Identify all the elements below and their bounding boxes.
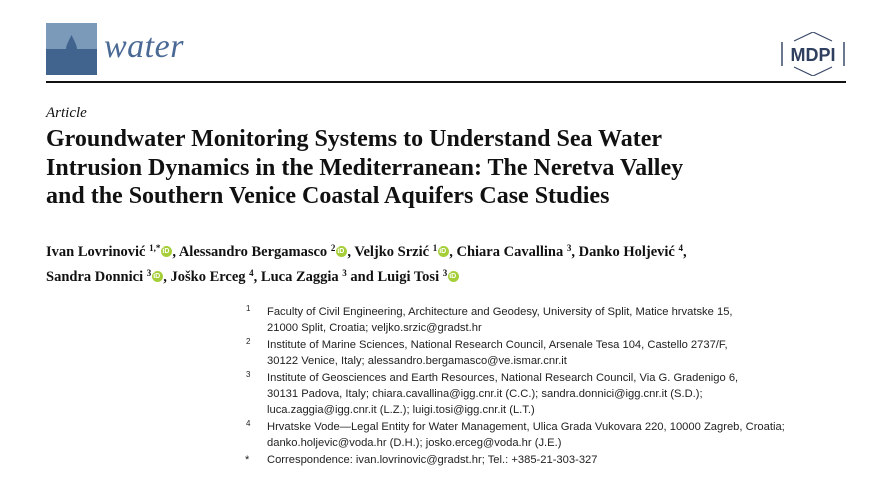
separator: ,	[347, 244, 355, 260]
author-affiliation-mark: 3	[342, 268, 347, 278]
author-name: Joško Erceg	[170, 269, 250, 285]
affiliation	[240, 419, 785, 452]
affiliation-number: 1	[246, 304, 251, 313]
orcid-icon[interactable]	[448, 271, 459, 282]
author	[179, 244, 347, 260]
affiliation-line: luca.zaggia@igg.cnr.it (L.Z.); luigi.tosi@igg.cnr.it (L.T.)	[267, 404, 535, 417]
author-affiliation-mark: 1	[432, 243, 438, 253]
affiliation	[240, 452, 785, 468]
paper-title	[46, 125, 683, 211]
separator: ,	[449, 244, 457, 260]
affiliation-number: 4	[246, 418, 251, 428]
affiliation-line: Hrvatske Vode—Legal Entity for Water Management, Ulica Grada Vukovara 220, 10000 Zagreb, Croatia;	[267, 420, 785, 433]
author-name: Danko Holjević	[578, 244, 679, 260]
orcid-icon[interactable]	[161, 246, 172, 257]
affiliation	[240, 337, 785, 370]
author-affiliation-mark: 2	[330, 243, 336, 253]
title-line: Groundwater Monitoring Systems to Understand Sea Water	[46, 126, 663, 152]
affiliations	[240, 304, 785, 468]
author-affiliation-mark: 1,*	[149, 243, 161, 253]
author	[261, 269, 347, 285]
affiliation	[240, 370, 785, 419]
author	[579, 244, 683, 260]
journal-logo-icon	[46, 23, 97, 75]
header-rule	[46, 81, 846, 83]
title-line: Intrusion Dynamics in the Mediterranean: The Neretva Valley	[46, 154, 684, 181]
separator: ,	[682, 244, 687, 260]
author-affiliation-mark: 3	[442, 268, 448, 278]
author-name: Sandra Donnici	[46, 269, 147, 285]
separator: and	[346, 269, 378, 285]
orcid-icon[interactable]	[438, 246, 449, 257]
affiliation-line: 30122 Venice, Italy; alessandro.bergamasco@ve.ismar.cnr.it	[267, 355, 567, 368]
author	[46, 244, 172, 260]
author-affiliation-mark: 4	[249, 268, 254, 278]
mdpi-logo-icon	[780, 32, 846, 76]
affiliation-line: 21000 Split, Croatia; veljko.srzic@gradst.hr	[267, 322, 482, 335]
affiliation-line: Faculty of Civil Engineering, Architecture and Geodesy, University of Split, Matice hrvatske 15,	[267, 306, 733, 318]
separator: ,	[253, 269, 261, 285]
author	[170, 269, 253, 285]
author-name: Luigi Tosi	[377, 269, 443, 285]
affiliation-line: Correspondence: ivan.lovrinovic@gradst.hr; Tel.: +385-21-303-327	[267, 453, 598, 466]
orcid-icon[interactable]	[336, 246, 347, 257]
author-name: Chiara Cavallina	[456, 244, 567, 260]
affiliation-line: 30131 Padova, Italy; chiara.cavallina@igg.cnr.it (C.C.); sandra.donnici@igg.cnr.it (S.D.);	[267, 388, 703, 401]
affiliation-number: 2	[246, 336, 251, 346]
author-name: Ivan Lovrinović	[46, 244, 150, 260]
article-type: Article	[46, 105, 87, 121]
affiliation-line: danko.holjevic@voda.hr (D.H.); josko.erceg@voda.hr (J.E.)	[267, 437, 562, 450]
affiliation-line: Institute of Marine Sciences, National Research Council, Arsenale Tesa 104, Castello 2737/F,	[267, 338, 728, 351]
author	[456, 244, 571, 260]
title-line: and the Southern Venice Coastal Aquifers Case Studies	[46, 183, 610, 209]
affiliation-number: 3	[246, 369, 251, 379]
svg-text:MDPI: MDPI	[790, 45, 836, 65]
affiliation-number: *	[245, 453, 250, 466]
affiliation	[240, 304, 785, 337]
author-list	[46, 238, 687, 288]
separator: ,	[571, 244, 579, 260]
author	[46, 269, 163, 285]
journal-name: water	[104, 28, 184, 65]
author-affiliation-mark: 4	[678, 243, 683, 253]
orcid-icon[interactable]	[152, 271, 163, 282]
author	[377, 269, 459, 285]
author-affiliation-mark: 3	[146, 268, 152, 278]
affiliation-line: Institute of Geosciences and Earth Resources, National Research Council, Via G. Gradenigo 6,	[267, 371, 739, 384]
author-name: Luca Zaggia	[260, 269, 343, 285]
author-name: Alessandro Bergamasco	[178, 244, 331, 260]
author-name: Veljko Srzić	[354, 244, 433, 260]
author-affiliation-mark: 3	[566, 243, 572, 253]
separator: ,	[163, 269, 171, 285]
separator: ,	[172, 244, 179, 260]
author	[354, 244, 449, 260]
